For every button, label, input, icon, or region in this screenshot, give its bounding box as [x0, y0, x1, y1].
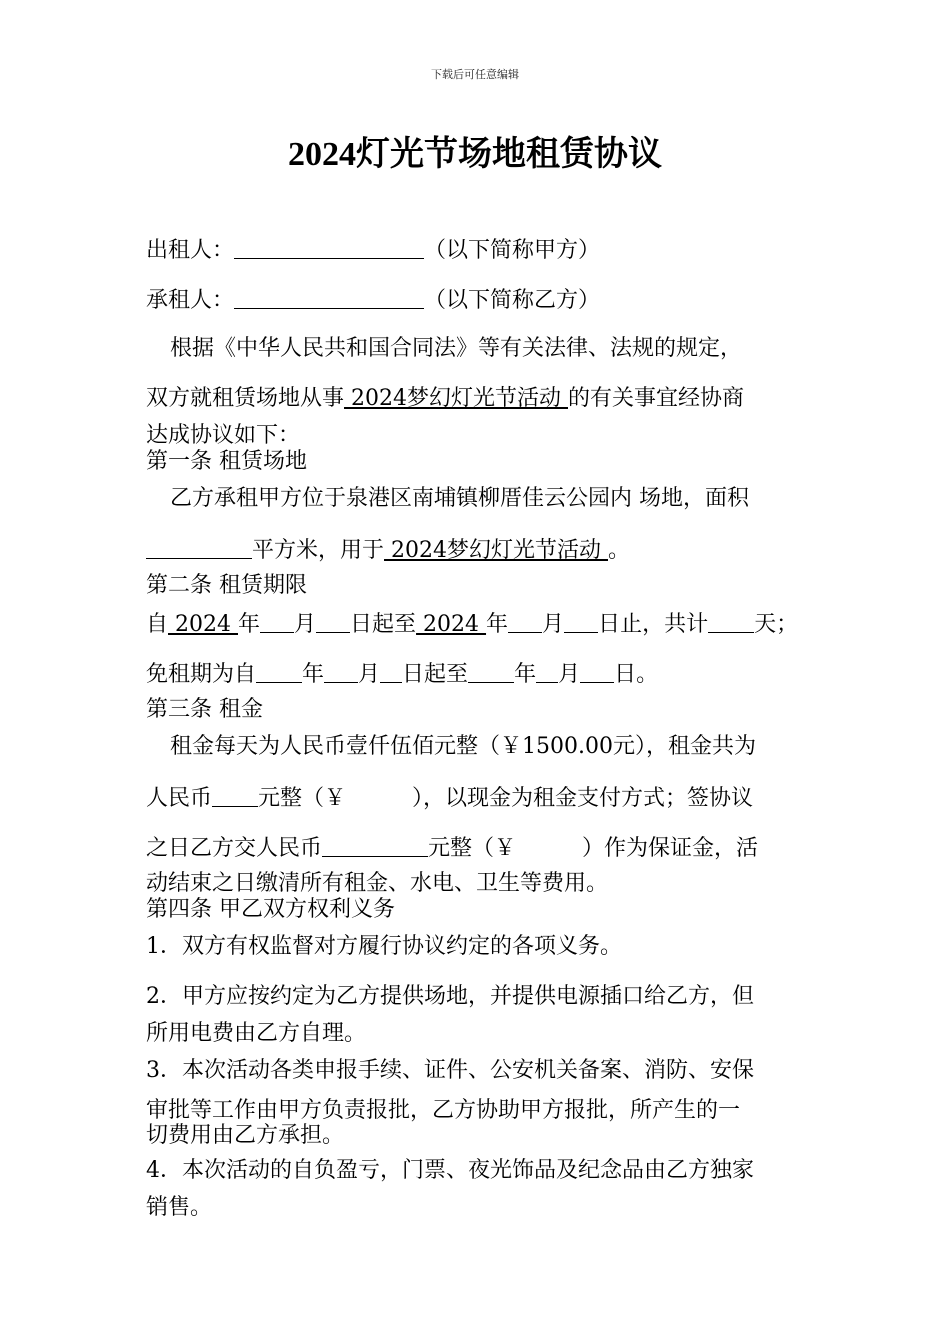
blank — [316, 610, 350, 633]
art2-text: 日起至 — [402, 662, 469, 687]
article-4-item4-line2: 销售。 — [146, 1195, 213, 1220]
art1-text: 平方米，用于 — [252, 538, 385, 563]
lessee-label: 承租人： — [146, 288, 235, 313]
article-3-line1: 租金每天为人民币壹仟伍佰元整（￥1500.00元），租金共为 — [170, 734, 756, 759]
article-2-line2 — [146, 658, 658, 690]
art2-text: 年 — [514, 662, 537, 687]
lessee-line — [146, 284, 600, 316]
blank — [324, 660, 358, 683]
article-3-heading: 第三条 租金 — [146, 697, 263, 722]
article-4-item1: 1．双方有权监督对方履行协议约定的各项义务。 — [146, 934, 622, 959]
blank — [536, 660, 558, 683]
art2-text: 日止，共计 — [598, 612, 709, 637]
art2-text: 月 — [294, 612, 317, 637]
end-year: 2024 — [416, 612, 487, 637]
art2-text: 免租期为自 — [146, 662, 257, 687]
article-3-line4: 动结束之日缴清所有租金、水电、卫生等费用。 — [146, 871, 609, 896]
art3-text: 元整（￥ — [258, 786, 347, 811]
blank — [260, 610, 294, 633]
art2-text: 年 — [486, 612, 509, 637]
blank — [212, 784, 258, 807]
activity-name: 2024梦幻灯光节活动 — [344, 386, 568, 411]
article-1-heading: 第一条 租赁场地 — [146, 449, 307, 474]
lessee-blank — [234, 286, 424, 309]
lessor-suffix: （以下简称甲方） — [424, 238, 601, 263]
lessor-line — [146, 234, 600, 266]
page-header-note: 下载后可任意编辑 — [431, 68, 519, 81]
article-1-line1: 乙方承租甲方位于泉港区南埔镇柳厝佳云公园内 场地，面积 — [170, 486, 749, 511]
start-year: 2024 — [168, 612, 238, 637]
article-2-line1 — [146, 608, 798, 640]
lessor-label: 出租人： — [146, 238, 235, 263]
blank — [508, 610, 542, 633]
article-3-line3 — [146, 832, 758, 864]
art3-text: 之日乙方交人民币 — [146, 836, 323, 861]
article-3-line2 — [146, 782, 753, 814]
preamble-text: 的有关事宜经协商 — [568, 386, 745, 411]
art2-text: 年 — [302, 662, 325, 687]
preamble-line2 — [146, 384, 744, 414]
art3-text: ）作为保证金，活 — [582, 836, 759, 861]
lessee-suffix: （以下简称乙方） — [424, 288, 601, 313]
lessor-blank — [234, 236, 424, 259]
art2-text: 天； — [754, 612, 799, 637]
art2-text: 月 — [542, 612, 565, 637]
art3-text: 人民币 — [146, 786, 213, 811]
art3-text: ），以现金为租金支付方式；签协议 — [412, 786, 754, 811]
article-4-item3-line3: 切费用由乙方承担。 — [146, 1123, 345, 1148]
article-4-item4-line1: 4．本次活动的自负盈亏，门票、夜光饰品及纪念品由乙方独家 — [146, 1158, 754, 1183]
blank — [468, 660, 514, 683]
article-1-line2 — [146, 534, 630, 566]
article-4-item3-line2: 审批等工作由甲方负责报批，乙方协助甲方报批，所产生的一 — [146, 1098, 741, 1123]
area-blank — [146, 536, 252, 559]
article-4-heading: 第四条 甲乙双方权利义务 — [146, 897, 395, 922]
blank — [380, 660, 402, 683]
preamble-line3: 达成协议如下： — [146, 423, 301, 448]
blank — [708, 610, 754, 633]
art2-text: 年 — [238, 612, 261, 637]
article-2-heading: 第二条 租赁期限 — [146, 573, 307, 598]
art2-text: 月 — [358, 662, 381, 687]
blank — [564, 610, 598, 633]
art3-text: 元整（￥ — [428, 836, 517, 861]
blank — [256, 660, 302, 683]
activity-name: 2024梦幻灯光节活动 — [384, 538, 608, 563]
art2-text: 日。 — [614, 662, 659, 687]
preamble-line1: 根据《中华人民共和国合同法》等有关法律、法规的规定， — [170, 336, 743, 361]
art1-text: 。 — [608, 538, 631, 563]
art2-text: 日起至 — [350, 612, 417, 637]
article-4-item2-line1: 2．甲方应按约定为乙方提供场地，并提供电源插口给乙方，但 — [146, 984, 754, 1009]
document-title: 2024灯光节场地租赁协议 — [288, 136, 662, 173]
article-4-item2-line2: 所用电费由乙方自理。 — [146, 1021, 367, 1046]
art2-text: 自 — [146, 612, 169, 637]
preamble-text: 双方就租赁场地从事 — [146, 386, 345, 411]
deposit-blank — [322, 834, 428, 857]
art2-text: 月 — [558, 662, 581, 687]
blank — [580, 660, 614, 683]
article-4-item3-line1: 3．本次活动各类申报手续、证件、公安机关备案、消防、安保 — [146, 1058, 754, 1083]
